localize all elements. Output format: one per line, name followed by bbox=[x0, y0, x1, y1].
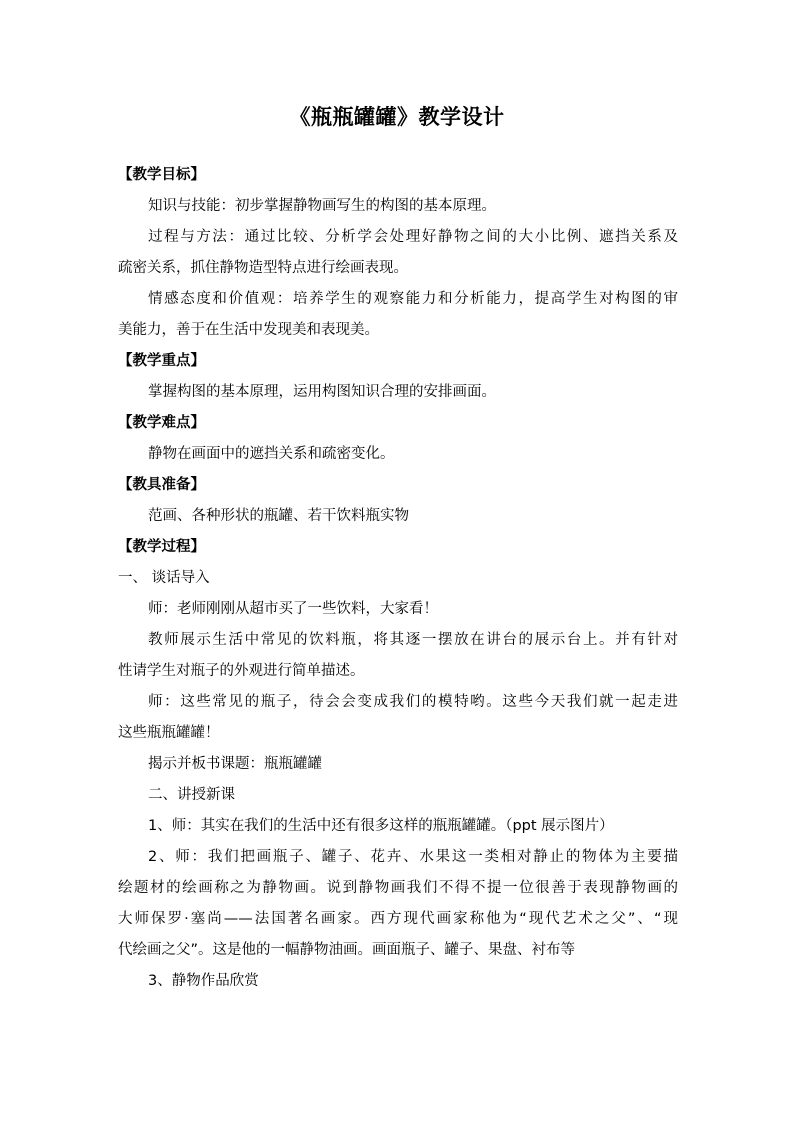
objective-process-line2: 疏密关系，抓住静物造型特点进行绘画表现。 bbox=[118, 260, 408, 276]
process-paragraph-1: 师：老师刚刚从超市买了一些饮料，大家看！ bbox=[148, 601, 438, 617]
process-paragraph-6-line2: 绘题材的绘画称之为静物画。说到静物画我们不得不提一位很善于表现静物画的 bbox=[118, 880, 678, 896]
key-points-text: 掌握构图的基本原理，运用构图知识合理的安排画面。 bbox=[148, 384, 496, 400]
process-paragraph-6-line3: 大师保罗·塞尚——法国著名画家。西方现代画家称他为“现代艺术之父”、“现 bbox=[118, 911, 678, 927]
objective-emotion-line1: 情感态度和价值观：培养学生的观察能力和分析能力，提高学生对构图的审 bbox=[148, 291, 678, 307]
process-paragraph-2-line2: 性请学生对瓶子的外观进行简单描述。 bbox=[118, 663, 365, 679]
document-body bbox=[118, 160, 678, 997]
objective-knowledge: 知识与技能：初步掌握静物画写生的构图的基本原理。 bbox=[148, 198, 496, 214]
objective-process-line1: 过程与方法：通过比较、分析学会处理好静物之间的大小比例、遮挡关系及 bbox=[148, 229, 678, 245]
process-paragraph-6-line1: 2、师：我们把画瓶子、罐子、花卉、水果这一类相对静止的物体为主要描 bbox=[148, 849, 678, 865]
process-paragraph-4: 揭示并板书课题：瓶瓶罐罐 bbox=[148, 756, 322, 772]
process-paragraph-5: 1、师：其实在我们的生活中还有很多这样的瓶瓶罐罐。（ppt 展示图片） bbox=[148, 818, 614, 834]
difficulties-text: 静物在画面中的遮挡关系和疏密变化。 bbox=[148, 446, 395, 462]
document-title: 《瓶瓶罐罐》教学设计 bbox=[289, 105, 505, 129]
process-paragraph-3-line2: 这些瓶瓶罐罐！ bbox=[118, 725, 220, 741]
section-heading-difficulties: 【教学难点】 bbox=[118, 415, 205, 431]
objective-emotion-line2: 美能力，善于在生活中发现美和表现美。 bbox=[118, 322, 379, 338]
materials-text: 范画、各种形状的瓶罐、若干饮料瓶实物 bbox=[148, 508, 409, 524]
process-paragraph-6-line4: 代绘画之父”。这是他的一幅静物油画。画面瓶子、罐子、果盘、衬布等 bbox=[118, 942, 576, 958]
process-paragraph-7: 3、静物作品欣赏 bbox=[148, 973, 259, 989]
process-paragraph-2-line1: 教师展示生活中常见的饮料瓶，将其逐一摆放在讲台的展示台上。并有针对 bbox=[148, 632, 678, 648]
section-heading-key-points: 【教学重点】 bbox=[118, 353, 205, 369]
process-paragraph-3-line1: 师：这些常见的瓶子，待会会变成我们的模特哟。这些今天我们就一起走进 bbox=[148, 694, 678, 710]
section-heading-objectives: 【教学目标】 bbox=[118, 167, 205, 183]
process-step-1: 一、 谈话导入 bbox=[118, 570, 210, 586]
section-heading-process: 【教学过程】 bbox=[118, 539, 205, 555]
process-step-2: 二、讲授新课 bbox=[148, 787, 235, 803]
section-heading-materials: 【教具准备】 bbox=[118, 477, 205, 493]
